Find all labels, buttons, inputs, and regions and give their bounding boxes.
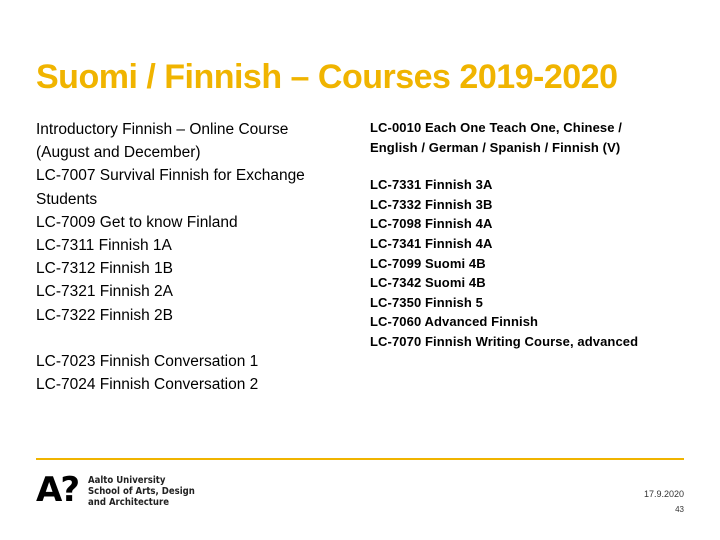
list-item: LC-7342 Suomi 4B	[370, 275, 486, 291]
page-number: 43	[675, 505, 684, 514]
list-item: LC-7350 Finnish 5	[370, 294, 483, 310]
list-item: LC-7332 Finnish 3B	[370, 196, 493, 212]
list-item: LC-7322 Finnish 2B	[36, 306, 173, 324]
list-item: LC-7311 Finnish 1A	[36, 237, 172, 255]
list-item: LC-7341 Finnish 4A	[370, 235, 493, 251]
list-item: LC-7321 Finnish 2A	[36, 283, 173, 301]
slide-title: Suomi / Finnish – Courses 2019-2020	[36, 58, 618, 96]
list-item: LC-0010 Each One Teach One, Chinese /	[370, 120, 622, 135]
list-spacer	[36, 327, 346, 350]
list-item: LC-7024 Finnish Conversation 2	[36, 376, 259, 394]
logo-line: and Architecture	[88, 497, 169, 508]
logo-line: Aalto University	[88, 475, 166, 486]
logo-wordmark	[88, 475, 195, 508]
list-spacer	[370, 157, 690, 175]
list-item: LC-7060 Advanced Finnish	[370, 314, 539, 330]
list-item: Introductory Finnish – Online Course	[36, 121, 289, 138]
list-item: LC-7099 Suomi 4B	[370, 255, 486, 271]
footer-date: 17.9.2020	[643, 489, 684, 499]
logo-mark-icon: A?	[36, 470, 79, 510]
logo-line: School of Arts, Design	[88, 486, 195, 497]
list-item: (August and December)	[36, 144, 201, 162]
list-item: LC-7007 Survival Finnish for Exchange	[36, 167, 305, 185]
list-item: LC-7312 Finnish 1B	[36, 260, 173, 278]
list-item: Students	[36, 190, 98, 208]
footer-divider	[36, 458, 684, 460]
list-item: English / German / Spanish / Finnish (V)	[370, 139, 621, 155]
list-item: LC-7009 Get to know Finland	[36, 213, 238, 231]
aalto-logo	[36, 470, 196, 510]
list-item: LC-7331 Finnish 3A	[370, 177, 493, 193]
list-item: LC-7070 Finnish Writing Course, advanced	[370, 333, 639, 349]
list-item: LC-7098 Finnish 4A	[370, 216, 493, 232]
list-item: LC-7023 Finnish Conversation 1	[36, 352, 259, 370]
right-course-list	[370, 118, 690, 352]
left-course-list	[36, 118, 346, 396]
